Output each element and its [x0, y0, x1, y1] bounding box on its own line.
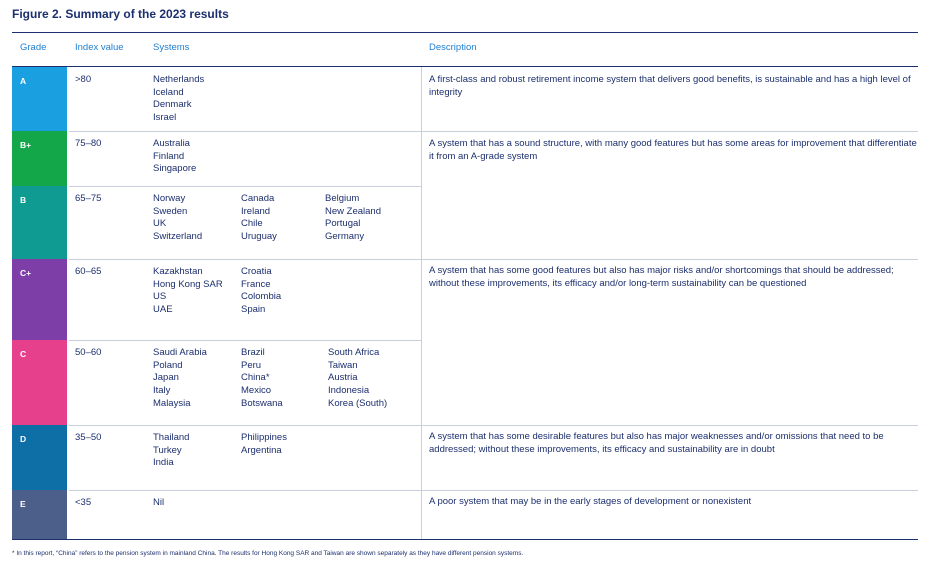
country-name: Brazil	[241, 347, 265, 358]
grade-cell-c: C	[12, 340, 67, 425]
table-bottom-rule	[12, 539, 918, 540]
row-divider	[69, 259, 918, 260]
systems-column	[153, 193, 202, 244]
row-divider	[69, 340, 421, 341]
systems-column	[241, 193, 277, 244]
grade-cell-c-plus: C+	[12, 259, 67, 340]
country-name: Turkey	[153, 444, 182, 456]
grade-cell-b-plus: B+	[12, 131, 67, 186]
country-name: Austria	[328, 372, 358, 384]
country-name: Uruguay	[241, 231, 277, 243]
footnote: * In this report, “China” refers to the pension system in mainland China. The results for Hong Kong SAR and Taiwan are shown separately as they have different pension systems.	[12, 550, 524, 557]
country-name: Singapore	[153, 163, 197, 175]
systems-column	[325, 193, 381, 244]
country-name: Colombia	[241, 291, 282, 303]
country-name: Italy	[153, 385, 171, 397]
description-e: A poor system that may be in the early stages of development or nonexistent	[429, 496, 752, 507]
country-name: Spain	[241, 304, 266, 316]
grade-cell-b: B	[12, 186, 67, 259]
country-name: Thailand	[153, 432, 190, 443]
country-name: Netherlands	[153, 74, 205, 85]
grade-cell-e: E	[12, 490, 67, 539]
country-name: US	[153, 291, 167, 303]
systems-column	[241, 432, 287, 457]
header-top-rule	[12, 32, 918, 33]
systems-column	[153, 74, 204, 125]
country-name: France	[241, 278, 271, 290]
description-a: A first-class and robust retirement income system that delivers good benefits, is sustainable and has a high level of integrity	[429, 74, 911, 98]
header-description: Description	[429, 42, 477, 53]
description-d: A system that has some desirable features but also has major weaknesses and/or omissions that need to be addressed; without these improvements, its efficacy and sustainability are in doubt	[429, 431, 884, 455]
systems-column	[153, 266, 223, 317]
systems-column	[241, 266, 281, 317]
systems-column	[153, 432, 189, 470]
header-index-value: Index value	[75, 42, 124, 53]
country-name: Denmark	[153, 99, 192, 111]
country-name: Saudi Arabia	[153, 347, 207, 358]
country-name: India	[153, 457, 174, 469]
country-name: China*	[241, 372, 270, 384]
systems-column	[328, 347, 387, 411]
description-b: A system that has a sound structure, with many good features but has some areas for improvement that differentiate it from an A-grade system	[429, 138, 917, 162]
country-name: Hong Kong SAR	[153, 278, 223, 290]
country-name: Belgium	[325, 193, 360, 204]
country-name: Botswana	[241, 397, 283, 409]
index-value-c: 50–60	[75, 347, 102, 358]
index-value-e: <35	[75, 497, 92, 508]
row-divider	[69, 490, 918, 491]
description-divider	[421, 67, 422, 539]
index-value-a: >80	[75, 74, 92, 85]
country-name: Argentina	[241, 444, 282, 456]
systems-column	[241, 347, 283, 411]
country-name: Canada	[241, 193, 275, 204]
country-name: Korea (South)	[328, 397, 388, 409]
country-name: Philippines	[241, 432, 287, 443]
index-value-c-plus: 60–65	[75, 266, 102, 277]
row-divider	[69, 131, 918, 132]
country-name: Croatia	[241, 266, 272, 277]
country-name: Finland	[153, 150, 185, 162]
country-name: South Africa	[328, 347, 380, 358]
header-bottom-rule	[12, 66, 918, 67]
header-grade: Grade	[20, 42, 47, 53]
country-name: Germany	[325, 231, 365, 243]
country-name: Norway	[153, 193, 186, 204]
grade-cell-d: D	[12, 425, 67, 490]
systems-column	[153, 138, 196, 176]
header-systems: Systems	[153, 42, 190, 53]
country-name: Indonesia	[328, 385, 370, 397]
systems-column	[153, 347, 207, 411]
country-name: Taiwan	[328, 359, 358, 371]
country-name: Israel	[153, 112, 177, 124]
country-name: Kazakhstan	[153, 266, 203, 277]
systems-column	[153, 497, 164, 510]
country-name: UK	[153, 218, 167, 230]
row-divider	[69, 425, 918, 426]
grade-cell-a: A	[12, 67, 67, 131]
country-name: Switzerland	[153, 231, 203, 243]
description-c: A system that has some good features but also has major risks and/or shortcomings that should be addressed; without these improvements, its efficacy and/or long-term sustainability can be questioned	[429, 265, 894, 289]
country-name: Japan	[153, 372, 179, 384]
country-name: New Zealand	[325, 205, 381, 217]
country-name: Nil	[153, 497, 165, 508]
country-name: Mexico	[241, 385, 272, 397]
index-value-b: 65–75	[75, 193, 102, 204]
country-name: Peru	[241, 359, 262, 371]
country-name: Ireland	[241, 205, 271, 217]
country-name: Malaysia	[153, 397, 191, 409]
row-divider	[69, 186, 421, 187]
index-value-b-plus: 75–80	[75, 138, 102, 149]
country-name: Portugal	[325, 218, 361, 230]
index-value-d: 35–50	[75, 432, 102, 443]
country-name: UAE	[153, 304, 173, 316]
figure-title: Figure 2. Summary of the 2023 results	[12, 7, 229, 21]
country-name: Poland	[153, 359, 183, 371]
country-name: Sweden	[153, 205, 188, 217]
country-name: Chile	[241, 218, 263, 230]
country-name: Australia	[153, 138, 190, 149]
country-name: Iceland	[153, 86, 184, 98]
